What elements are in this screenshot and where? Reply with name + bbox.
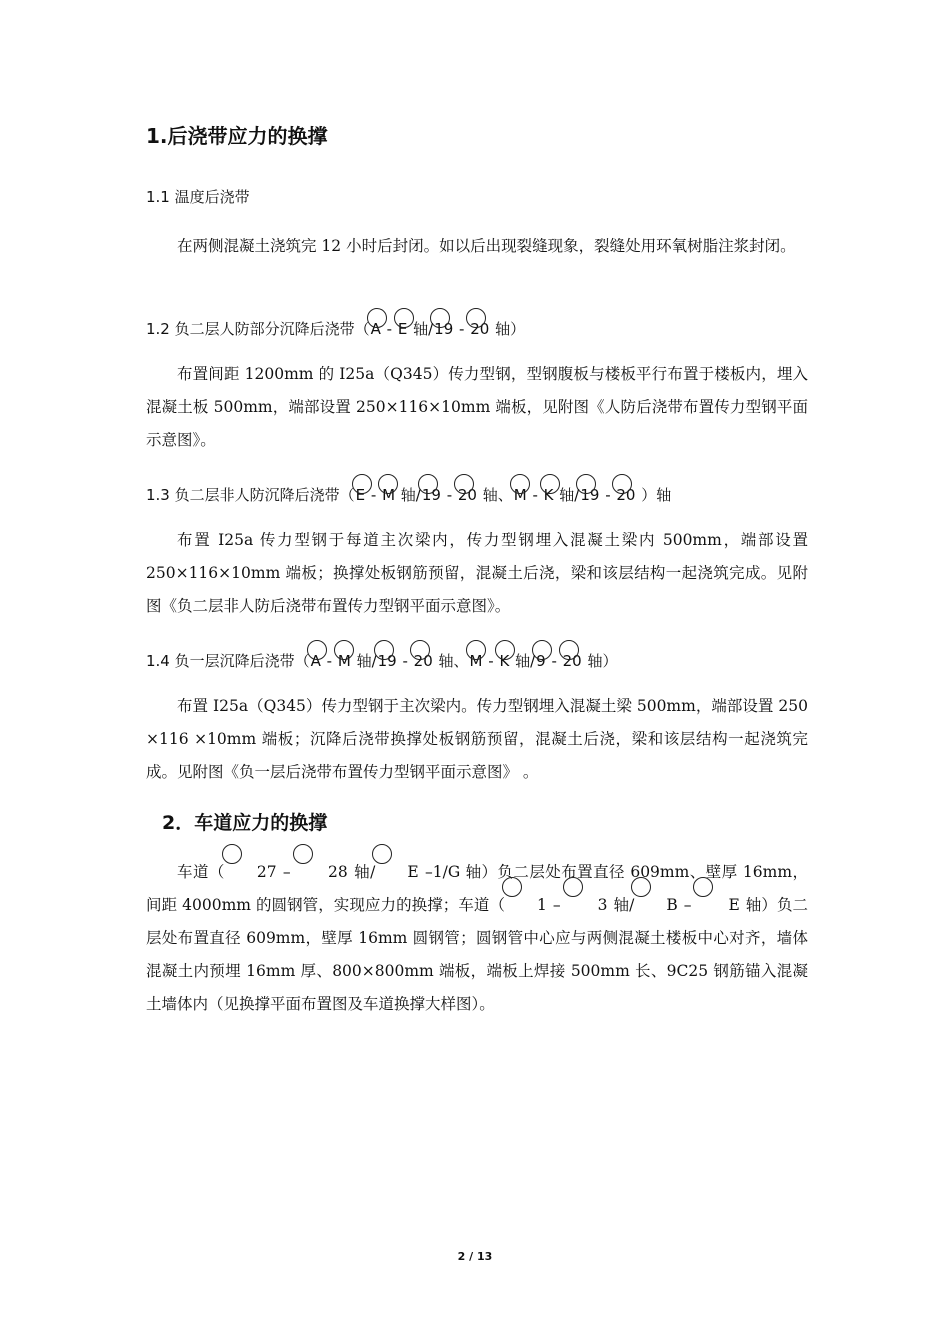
section-1-3-heading xyxy=(146,484,808,505)
axis-number-marker: 20 xyxy=(413,652,433,670)
text-fragment: 轴、 xyxy=(477,486,513,504)
section-1-4-text: 布置 I25a（Q345）传力型钢于主次梁内。传力型钢埋入混凝土梁 500mm，端部设置 250 ×116 ×10mm 端板；沉降后浇带换撑处板钢筋预留，混凝土后浇，梁和该层结构一起浇筑完成。见附图《负一层后浇带布置传力型钢平面示意图》 。 xyxy=(146,697,808,781)
page-number: 2 / 13 xyxy=(457,1250,493,1263)
axis-number-marker: M xyxy=(382,486,396,504)
text-fragment: 轴） xyxy=(490,320,526,338)
section-1-2-text: 布置间距 1200mm 的 I25a（Q345）传力型钢，型钢腹板与楼板平行布置于楼板内，埋入混凝土板 500mm，端部设置 250×116×10mm 端板，见附图《人防后浇带布置传力型钢平面示意图》。 xyxy=(146,365,808,449)
axis-number-marker: 20 xyxy=(616,486,636,504)
section-1-1-text: 在两侧混凝土浇筑完 12 小时后封闭。如以后出现裂缝现象，裂缝处用环氧树脂注浆封闭。 xyxy=(177,237,796,255)
text-fragment: 1.4 负一层沉降后浇带（ xyxy=(146,652,310,670)
axis-number-marker: 19 xyxy=(421,486,441,504)
text-fragment: - xyxy=(454,320,470,338)
text-fragment: - xyxy=(381,320,397,338)
text-fragment: 轴、 xyxy=(433,652,469,670)
axis-number-marker: 27 xyxy=(225,856,278,889)
text-fragment: - xyxy=(483,652,499,670)
axis-number-marker: 19 xyxy=(580,486,600,504)
text-fragment: 轴/ xyxy=(608,896,635,914)
text-fragment: 轴） xyxy=(582,652,618,670)
text-fragment: - xyxy=(527,486,543,504)
axis-number-marker: K xyxy=(499,652,510,670)
axis-number-marker: 20 xyxy=(562,652,582,670)
text-fragment: 轴）负二层处布置直径 609mm，壁厚 16mm 圆钢管；圆钢管中心应与两侧混凝土楼板中心对齐，墙体混凝土内预埋 16mm 厚、800×800mm 端板，端板上焊接 500mm 长、9C25 钢筋锚入混凝土墙体内（见换撑平面布置图及车道换撑大样图）。 xyxy=(146,896,809,1013)
axis-number-marker: M xyxy=(337,652,351,670)
text-fragment: 1.2 负二层人防部分沉降后浇带（ xyxy=(146,320,370,338)
text-fragment: 轴/ xyxy=(351,652,377,670)
section-2-text xyxy=(146,856,808,1021)
axis-number-marker: 19 xyxy=(434,320,454,338)
text-fragment: 1.3 负二层非人防沉降后浇带（ xyxy=(146,486,355,504)
text-fragment: – xyxy=(547,896,566,914)
axis-number-marker: M xyxy=(513,486,527,504)
text-fragment: – xyxy=(678,896,697,914)
axis-number-marker: 20 xyxy=(470,320,490,338)
axis-number-marker: B xyxy=(634,889,678,922)
text-fragment: ）轴 xyxy=(636,486,672,504)
text-fragment: - xyxy=(397,652,413,670)
axis-number-marker: A xyxy=(370,320,381,338)
section-1-1-heading: 1.1 温度后浇带 xyxy=(146,188,250,206)
text-fragment: - xyxy=(441,486,457,504)
text-fragment: - xyxy=(366,486,382,504)
axis-number-marker: E xyxy=(375,856,419,889)
axis-number-marker: E xyxy=(696,889,740,922)
axis-number-marker: 1 xyxy=(505,889,548,922)
text-fragment: – xyxy=(277,863,297,881)
text-fragment: - xyxy=(321,652,337,670)
axis-number-marker: A xyxy=(310,652,321,670)
section-1-3-text: 布置 I25a 传力型钢于每道主次梁内，传力型钢埋入混凝土梁内 500mm，端部设置 250×116×10mm 端板；换撑处板钢筋预留，混凝土后浇，梁和该层结构一起浇筑完成。见附图《负二层非人防后浇带布置传力型钢平面示意图》。 xyxy=(146,531,808,615)
axis-number-marker: 9 xyxy=(536,652,546,670)
section-2-title: 2．车道应力的换撑 xyxy=(162,812,328,834)
text-fragment: - xyxy=(546,652,562,670)
text-fragment: 轴/ xyxy=(396,486,421,504)
text-fragment: 轴/ xyxy=(408,320,434,338)
axis-number-marker: 3 xyxy=(566,889,609,922)
text-fragment: 轴/ xyxy=(510,652,536,670)
axis-number-marker: 28 xyxy=(296,856,349,889)
text-fragment: 轴/ xyxy=(348,863,376,881)
text-fragment: - xyxy=(600,486,616,504)
section-1-title: 1.后浇带应力的换撑 xyxy=(146,124,328,148)
axis-number-marker: M xyxy=(469,652,483,670)
text-fragment: –1/G 轴）负二层处布置直径 609mm、壁厚 16mm，间距 4000mm 的圆钢管，实现应力的换撑；车道（ xyxy=(146,863,808,914)
section-1-4-heading xyxy=(146,650,808,671)
axis-number-marker: 20 xyxy=(457,486,477,504)
section-1-2-heading xyxy=(146,318,808,339)
axis-number-marker: 19 xyxy=(377,652,397,670)
axis-number-marker: K xyxy=(543,486,554,504)
text-fragment: 车道（ xyxy=(177,863,225,881)
axis-number-marker: E xyxy=(397,320,408,338)
axis-number-marker: E xyxy=(355,486,366,504)
text-fragment: 轴/ xyxy=(554,486,580,504)
